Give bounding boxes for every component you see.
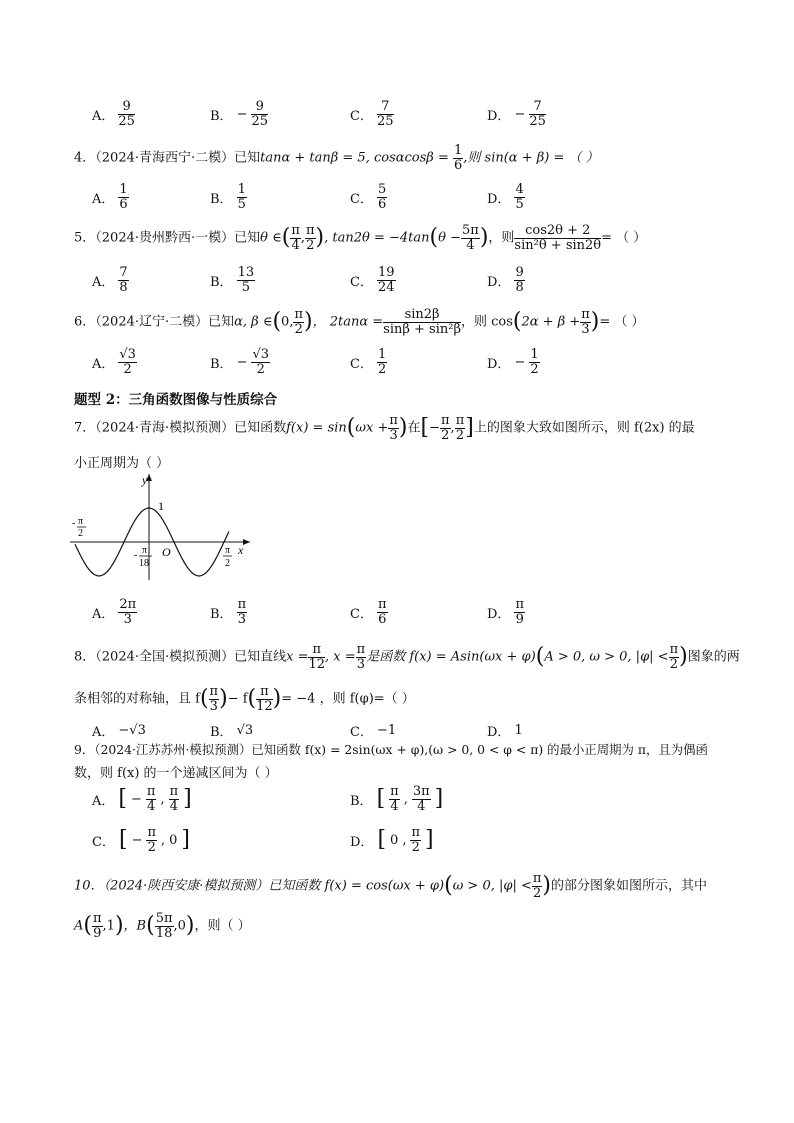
- question-7-line2: 小正周期为（ ）: [74, 456, 170, 471]
- section-2-title: 题型 2：三角函数图像与性质综合: [74, 392, 278, 408]
- question-8-line2: 条相邻的对称轴，且 f( $\frac{\pi}{3}$ )− f( $\frac{\pi}{12}$ )= −4 ，则 f(φ)=（ ）: [74, 684, 415, 714]
- q9-option-b: B． [ π 4 , 3π 4 ]: [350, 784, 444, 814]
- q7-option-d: D． π 9: [487, 597, 524, 627]
- q8-option-b: B． √3: [210, 723, 254, 740]
- label-right-num: π: [225, 545, 231, 556]
- x-axis-arrow: [243, 539, 250, 545]
- q7-sine-graph: [70, 470, 260, 585]
- label-origin: O: [162, 545, 171, 559]
- label-x: x: [238, 543, 244, 557]
- q3-option-d: D． − $\frac{7}{25}$: [487, 99, 546, 129]
- q7-option-c: C． π 6: [350, 597, 387, 627]
- q8-option-a: A． −√3: [92, 723, 146, 740]
- q9-option-d: D． [ 0 , π 2 ]: [350, 825, 434, 855]
- label-mid-num: π: [142, 545, 148, 556]
- question-10: 10．（2024·陕西安康·模拟预测）已知函数 f(x) = cos(ωx + φ)(ω > 0, |φ| < $\frac{\pi}{2}$ )的部分图象如图所示，其中: [74, 871, 708, 901]
- q6-option-a: A． √3 2: [92, 347, 136, 377]
- label-y: y: [142, 473, 148, 487]
- question-8: 8．（2024·全国·模拟预测）已知直线x = $\frac{\pi}{12}$ , x = $\frac{\pi}{3}$ 是函数 f(x) = Asin(ωx + φ)(A > 0, ω > 0, |φ| < $\frac{\pi}{2}$ )图象的两: [74, 642, 740, 672]
- q4-option-d: D． 4 5: [487, 182, 524, 212]
- q8-option-d: D． 1: [487, 723, 523, 740]
- q4-option-c: C． 5 6: [350, 182, 387, 212]
- q5-option-c: C． 19 24: [350, 265, 395, 295]
- label-mid-den: 18: [139, 558, 149, 569]
- q9-option-a: A． [ − $\frac{\pi}{4}$ , π 4 ]: [92, 784, 192, 814]
- q6-option-d: D． − $\frac{1}{2}$: [487, 347, 539, 377]
- q3-option-a: A． 9 25: [92, 99, 135, 129]
- q6-option-b: B． − $\frac{√3}{2}$: [210, 347, 270, 377]
- label-left-sign: -: [72, 518, 76, 529]
- q6-option-c: C． 1 2: [350, 347, 387, 377]
- q8-option-c: C． −1: [350, 723, 397, 740]
- label-left-den: 2: [78, 528, 83, 539]
- question-6: 6．（2024·辽宁·二模）已知α, β ∈(0, $\frac{\pi}{2}$ )， 2tanα = $\frac{\sin 2\beta}{\text{sinβ + sin²β}}$ ，则 cos(2α + β + $\frac{\pi}{3}$ )= （ ）: [74, 307, 645, 337]
- question-10-line2: A( $\frac{\pi}{9}$ ,1)，B( $\frac{5\pi}{18}$ ,0)，则（ ）: [74, 911, 251, 941]
- q4-option-a: A． 1 6: [92, 182, 128, 212]
- question-9: 9．（2024·江苏苏州·模拟预测）已知函数 f(x) = 2sin(ωx + φ),(ω > 0, 0 < φ < π) 的最小正周期为 π，且为偶函: [74, 742, 708, 757]
- question-4: 4．（2024·青海西宁·二模）已知tanα + tanβ = 5, cosαcosβ = $\frac{1}{6}$ ,则 sin(α + β) = （ ）: [74, 143, 599, 173]
- label-mid-sign: -: [134, 550, 138, 561]
- q7-option-a: A． 2π 3: [92, 597, 137, 627]
- q5-option-b: B． 13 5: [210, 265, 255, 295]
- q3-option-b: B． − $\frac{9}{25}$: [210, 99, 269, 129]
- question-7: 7．（2024·青海·模拟预测）已知函数f(x) = sin(ωx + $\frac{\pi}{3}$ )在[− $\frac{\pi}{2}$ , $\frac{\pi}{2}$ ]上的图象大致如图所示，则 f(2x) 的最: [74, 413, 695, 443]
- q7-option-b: B． π 3: [210, 597, 247, 627]
- q5-option-d: D． 9 8: [487, 265, 524, 295]
- q9-option-c: C． [ − $\frac{\pi}{2}$ , 0 ]: [92, 825, 191, 855]
- q3-option-c: C． 7 25: [350, 99, 394, 129]
- question-5: 5．（2024·贵州黔西·一模）已知θ ∈( $\frac{\pi}{4}$ , $\frac{\pi}{2}$ ), tan2θ = −4tan(θ − $\frac{5\pi}{4}$ )，则 $\frac{\cos 2\theta + 2}{\text{sin²θ + sin2θ}}$ = （ ）: [74, 223, 647, 253]
- question-9-line2: 数，则 f(x) 的一个递减区间为（ ）: [74, 766, 278, 781]
- q4-option-b: B． 1 5: [210, 182, 246, 212]
- q5-option-a: A． 7 8: [92, 265, 128, 295]
- label-one: 1: [158, 499, 164, 513]
- label-right-den: 2: [225, 558, 230, 569]
- label-left-num: π: [78, 516, 84, 527]
